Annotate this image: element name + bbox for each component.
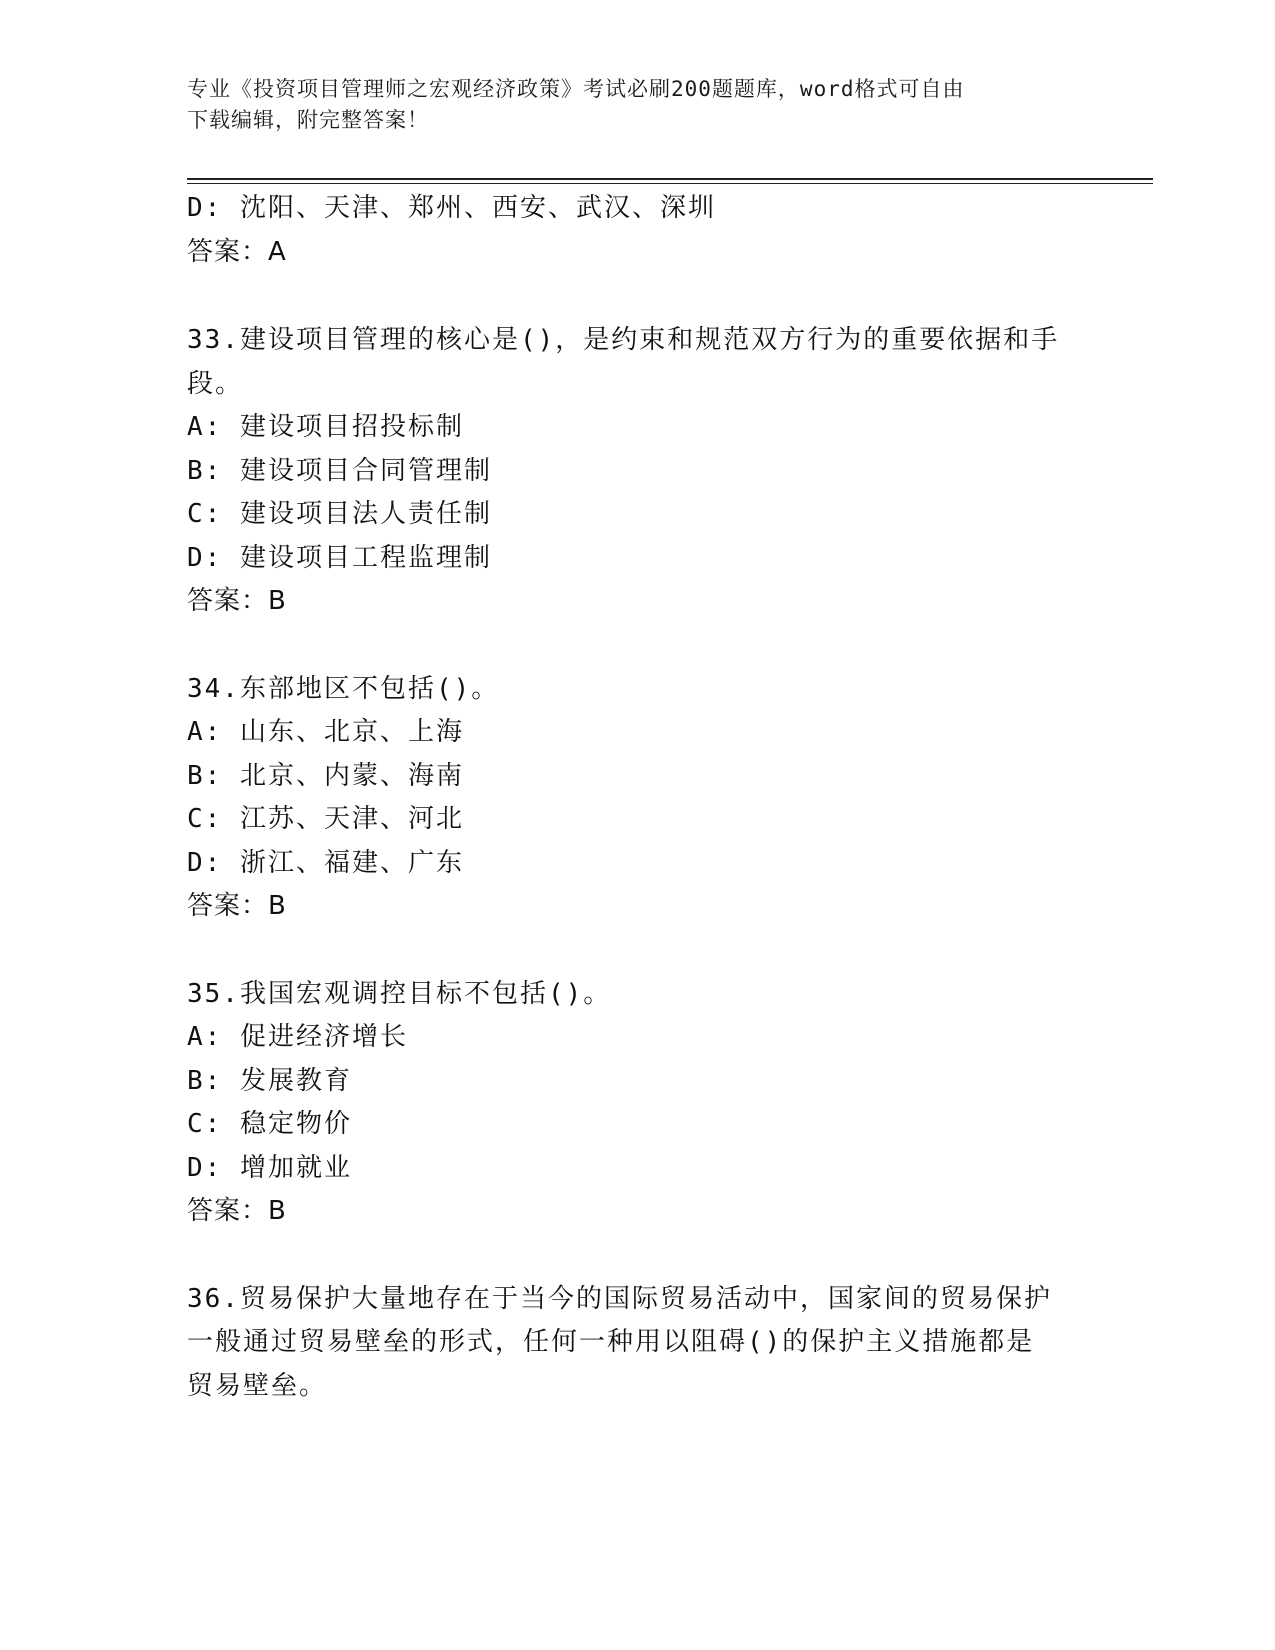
prev-answer: 答案：A <box>187 237 287 267</box>
q35-option-c: C: 稳定物价 <box>187 1109 352 1139</box>
q33-stem-line-1: 33.建设项目管理的核心是()，是约束和规范双方行为的重要依据和手 <box>187 325 1060 355</box>
q36-stem-line-1: 36.贸易保护大量地存在于当今的国际贸易活动中，国家间的贸易保护 <box>187 1284 1052 1314</box>
q33-option-c: C: 建设项目法人责任制 <box>187 499 492 529</box>
q34-option-d: D: 浙江、福建、广东 <box>187 848 464 878</box>
q34-option-c: C: 江苏、天津、河北 <box>187 804 464 834</box>
document-header <box>187 74 1067 136</box>
header-line-1: 专业《投资项目管理师之宏观经济政策》考试必刷200题题库，word格式可自由 <box>187 77 965 101</box>
header-divider-thick <box>187 178 1153 180</box>
q34-option-a: A: 山东、北京、上海 <box>187 717 464 747</box>
q36-stem-line-2: 一般通过贸易壁垒的形式，任何一种用以阻碍()的保护主义措施都是 <box>187 1327 1035 1357</box>
header-divider-thin <box>187 183 1153 184</box>
q35-answer: 答案：B <box>187 1196 287 1226</box>
q33-option-b: B: 建设项目合同管理制 <box>187 456 492 486</box>
q35-option-d: D: 增加就业 <box>187 1153 352 1183</box>
q33-option-a: A: 建设项目招投标制 <box>187 412 464 442</box>
q35-stem-line-1: 35.我国宏观调控目标不包括()。 <box>187 979 612 1009</box>
q33-stem-line-2: 段。 <box>187 369 244 399</box>
q33-option-d: D: 建设项目工程监理制 <box>187 543 492 573</box>
q33-answer: 答案：B <box>187 586 287 616</box>
q34-option-b: B: 北京、内蒙、海南 <box>187 761 464 791</box>
q35-option-b: B: 发展教育 <box>187 1066 352 1096</box>
q34-answer: 答案：B <box>187 891 287 921</box>
q34-stem-line-1: 34.东部地区不包括()。 <box>187 674 500 704</box>
q35-option-a: A: 促进经济增长 <box>187 1022 408 1052</box>
prev-option-d: D: 沈阳、天津、郑州、西安、武汉、深圳 <box>187 193 716 223</box>
header-line-2: 下载编辑，附完整答案！ <box>187 108 429 132</box>
q36-stem-line-3: 贸易壁垒。 <box>187 1371 328 1401</box>
